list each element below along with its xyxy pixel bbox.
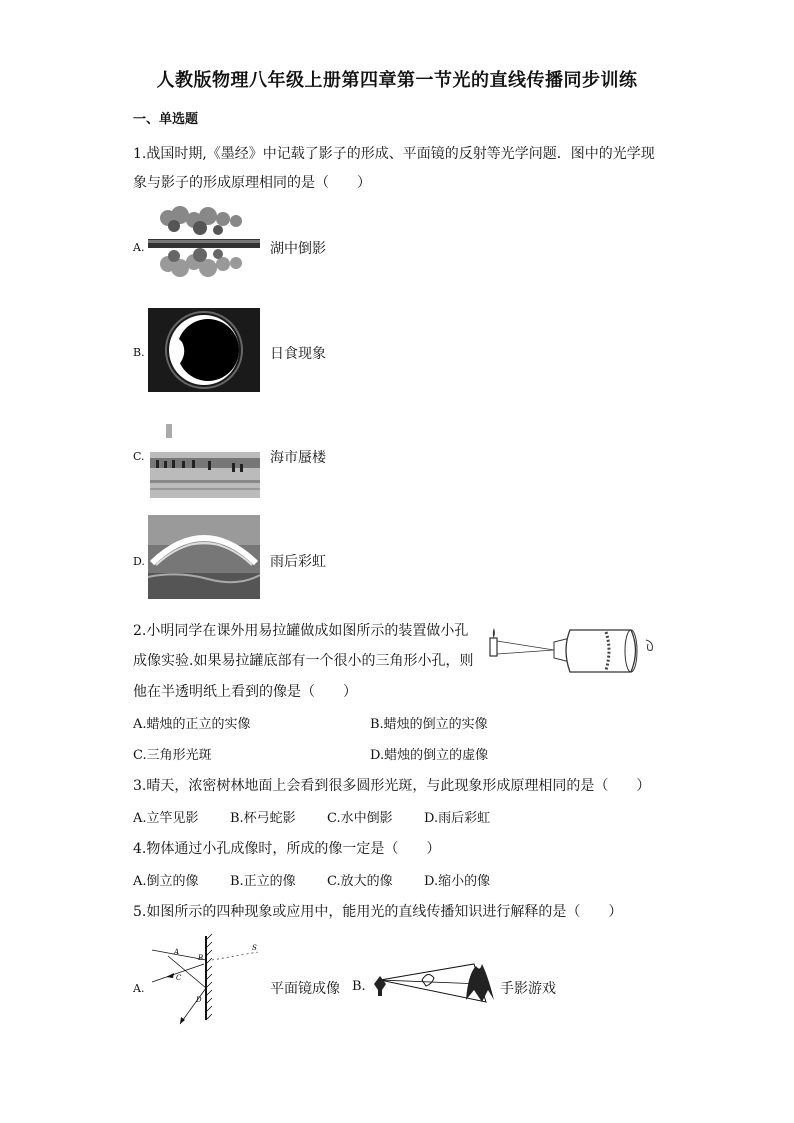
q3-option-a[interactable]: A.立竿见影 (133, 811, 199, 826)
q1-option-c-letter: C. (133, 450, 145, 463)
q5-option-a-caption[interactable]: 平面镜成像 (270, 981, 340, 997)
q4-option-b[interactable]: B.正立的像 (230, 874, 296, 889)
q1-option-a-letter: A. (133, 241, 145, 254)
q4-text: 4.物体通过小孔成像时，所成的像一定是（ ） (133, 841, 441, 857)
q1-option-d-letter: D. (133, 555, 145, 568)
q2-text-line3: 他在半透明纸上看到的像是（ ） (133, 684, 357, 700)
q1-option-c-image (148, 420, 260, 498)
diagram-label-c: C (176, 974, 182, 982)
q1-text-line2: 象与影子的形成原理相同的是（ ） (133, 175, 371, 191)
diagram-label-a: A (174, 948, 180, 956)
diagram-label-s: S (252, 944, 257, 952)
q2-option-c[interactable]: C.三角形光斑 (133, 748, 212, 763)
diagram-label-d: D (196, 996, 202, 1004)
q1-option-a-image (148, 206, 260, 280)
diagram-label-b: B (198, 954, 204, 962)
plane-mirror-diagram (148, 932, 260, 1028)
q1-option-a-caption: 湖中倒影 (270, 241, 326, 257)
q3-option-b[interactable]: B.杯弓蛇影 (230, 811, 296, 826)
q1-option-c-caption: 海市蜃楼 (270, 450, 326, 466)
q3-option-c[interactable]: C.水中倒影 (327, 811, 393, 826)
hand-shadow-diagram (370, 960, 498, 1010)
q5-text: 5.如图所示的四种现象或应用中，能用光的直线传播知识进行解释的是（ ） (133, 904, 623, 920)
q2-option-b[interactable]: B.蜡烛的倒立的实像 (370, 717, 488, 732)
q1-option-d-caption: 雨后彩虹 (270, 554, 326, 570)
q5-option-a-letter: A. (133, 982, 145, 995)
q2-option-a[interactable]: A.蜡烛的正立的实像 (133, 717, 251, 732)
pinhole-camera-diagram (486, 612, 662, 684)
q4-option-a[interactable]: A.倒立的像 (133, 874, 199, 889)
q4-option-d[interactable]: D.缩小的像 (424, 874, 491, 889)
q1-option-b-image (148, 308, 260, 392)
q1-option-b-caption: 日食现象 (270, 346, 326, 362)
q4-option-c[interactable]: C.放大的像 (327, 874, 393, 889)
q3-option-d[interactable]: D.雨后彩虹 (424, 811, 491, 826)
q5-option-b-caption[interactable]: 手影游戏 (500, 981, 556, 997)
section-heading: 一、单选题 (133, 112, 199, 127)
q3-text: 3.晴天，浓密树林地面上会看到很多圆形光斑，与此现象形成原理相同的是（ ） (133, 778, 651, 794)
page-title: 人教版物理八年级上册第四章第一节光的直线传播同步训练 (156, 70, 638, 91)
q2-text-line1: 2.小明同学在课外用易拉罐做成如图所示的装置做小孔 (133, 623, 469, 639)
q2-option-d[interactable]: D.蜡烛的倒立的虚像 (370, 748, 489, 763)
q1-text-line1: 1.战国时期,《墨经》中记载了影子的形成、平面镜的反射等光学问题．图中的光学现 (133, 146, 655, 162)
q1-option-b-letter: B. (133, 346, 145, 359)
q1-option-d-image (148, 515, 260, 599)
q2-text-line2: 成像实验.如果易拉罐底部有一个很小的三角形小孔，则 (133, 653, 474, 669)
q5-option-b-letter: B. (352, 979, 366, 994)
